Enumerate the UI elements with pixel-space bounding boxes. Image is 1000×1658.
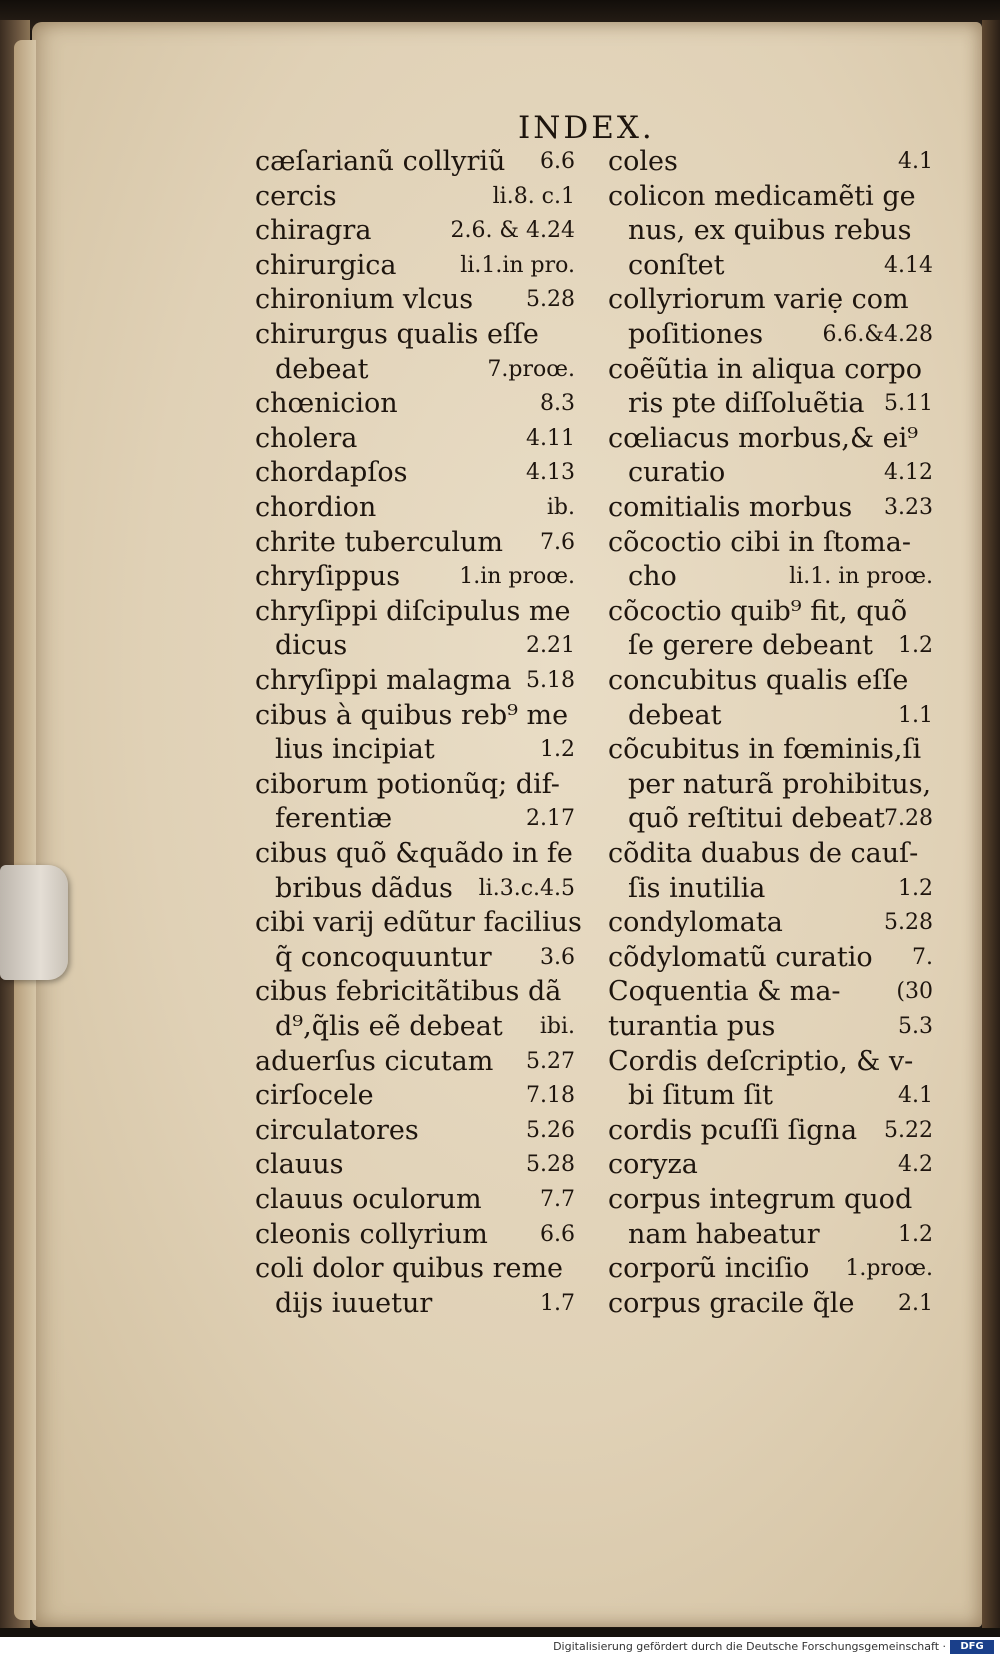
index-reference: 4.2	[898, 1152, 933, 1178]
index-term: circulatores	[255, 1114, 419, 1146]
index-reference: 7.proœ.	[487, 356, 575, 382]
index-term: dijs iuuetur	[275, 1287, 433, 1319]
index-term: Coquentia & ma-	[608, 976, 841, 1008]
index-term: chirurgus qualis eſſe	[255, 319, 539, 350]
index-reference: 5.28	[526, 1152, 575, 1178]
index-entry	[608, 768, 933, 802]
index-term: cholera	[255, 422, 358, 454]
index-reference: 4.1	[898, 149, 933, 174]
index-term: curatio	[628, 457, 726, 489]
index-term: chirurgica	[255, 249, 397, 281]
index-reference: li.1. in proœ.	[789, 564, 933, 590]
digitization-footer	[0, 1637, 1000, 1658]
index-entry	[255, 699, 575, 733]
index-reference: 5.26	[526, 1117, 575, 1143]
index-term: coli dolor quibus reme	[255, 1253, 564, 1285]
index-reference: 3.23	[884, 495, 933, 520]
index-entry	[608, 1045, 933, 1079]
index-reference: 1.2	[898, 1221, 933, 1247]
index-reference: li.1.in pro.	[460, 252, 575, 278]
index-reference: 2.6. & 4.24	[450, 218, 575, 244]
index-entry	[255, 1010, 575, 1044]
index-term: debeat	[628, 699, 722, 731]
index-term: ris pte diſſoluẽtia	[628, 388, 865, 420]
index-term: chrite tuberculum	[255, 526, 504, 558]
index-reference: li.3.c.4.5	[478, 875, 575, 901]
index-entry	[255, 318, 575, 352]
index-reference: 4.14	[884, 252, 933, 278]
index-entry	[255, 802, 575, 836]
index-entry	[255, 283, 575, 317]
index-entry	[608, 595, 933, 629]
index-reference: 1.7	[540, 1290, 575, 1316]
index-entry	[255, 1045, 575, 1079]
index-term: colicon medicamẽti ge	[608, 180, 916, 212]
index-term: nam habeatur	[628, 1218, 820, 1250]
index-entry	[255, 837, 575, 871]
index-entry	[608, 1114, 933, 1148]
index-entry	[608, 353, 933, 387]
index-entry	[255, 214, 575, 248]
index-entry	[255, 1114, 575, 1148]
index-term: turantia pus	[608, 1011, 776, 1042]
index-reference: ib.	[546, 495, 575, 520]
index-reference: 1.2	[540, 737, 575, 763]
index-entry	[255, 145, 575, 179]
index-term: poſitiones	[628, 319, 764, 350]
index-reference: 5.22	[884, 1117, 933, 1143]
index-term: chironium vlcus	[255, 284, 474, 316]
index-term: chryſippi malagma	[255, 665, 512, 696]
index-entry	[608, 1148, 933, 1182]
index-entry	[608, 975, 933, 1009]
page-title: INDEX.	[518, 110, 655, 146]
index-entry	[608, 456, 933, 490]
index-reference: 2.17	[526, 806, 575, 832]
index-entry	[255, 353, 575, 387]
index-reference: 5.28	[526, 287, 575, 313]
index-entry	[255, 768, 575, 802]
index-term: cibus febricitãtibus dã	[255, 976, 562, 1008]
index-entry	[255, 180, 575, 214]
index-term: corpus integrum quod	[608, 1184, 913, 1215]
index-entry	[255, 1148, 575, 1182]
index-term: bribus dãdus	[275, 872, 453, 904]
index-term: debeat	[275, 353, 369, 385]
index-term: corporũ inciſio	[608, 1253, 810, 1285]
index-entry	[255, 387, 575, 421]
index-reference: 5.28	[884, 910, 933, 936]
index-term: condylomata	[608, 907, 783, 939]
index-reference: 4.11	[526, 425, 575, 451]
index-term: coles	[608, 146, 678, 177]
index-term: chordapſos	[255, 457, 408, 489]
index-entry	[255, 975, 575, 1009]
index-reference: 2.1	[898, 1290, 933, 1316]
index-reference: 3.6	[540, 944, 575, 970]
index-entry	[608, 1252, 933, 1286]
index-term: chœnicion	[255, 388, 398, 420]
index-term: quõ reſtitui debeat	[628, 803, 885, 835]
index-reference: 6.6	[540, 1221, 575, 1247]
index-entry	[255, 560, 575, 594]
page-stack-edge	[14, 40, 36, 1620]
index-term: cõcubitus in fœminis,ſi	[608, 734, 922, 766]
index-entry	[608, 837, 933, 871]
index-entry	[608, 491, 933, 525]
index-entry	[608, 664, 933, 698]
index-entry	[608, 422, 933, 456]
index-term: coryza	[608, 1149, 698, 1181]
index-entry	[608, 180, 933, 214]
index-reference: 5.3	[898, 1014, 933, 1039]
index-term: bi ſitum ſit	[628, 1080, 774, 1112]
index-entry	[255, 1218, 575, 1252]
index-term: clauus oculorum	[255, 1184, 482, 1215]
index-reference: (30	[896, 979, 933, 1005]
index-entry	[608, 526, 933, 560]
index-reference: 4.1	[898, 1083, 933, 1109]
index-reference: 6.6.&4.28	[822, 322, 933, 347]
index-reference: 2.21	[526, 633, 575, 659]
index-entry	[608, 872, 933, 906]
footer-credit: Digitalisierung gefördert durch die Deutsche Forschungsgemeinschaft ·	[553, 1640, 946, 1653]
index-term: cõcoctio cibi in ſtoma-	[608, 526, 911, 558]
index-term: cæſarianũ collyriũ	[255, 146, 506, 177]
index-term: cõcoctio quib⁹ fit, quõ	[608, 595, 908, 627]
index-term: chryſippus	[255, 561, 401, 593]
index-entry	[608, 906, 933, 940]
index-entry	[608, 318, 933, 352]
index-term: coẽũtia in aliqua corpo	[608, 353, 923, 385]
index-reference: 1.2	[898, 633, 933, 659]
index-reference: 7.7	[540, 1187, 575, 1212]
index-reference: 7.	[912, 944, 933, 970]
index-reference: 7.6	[540, 529, 575, 555]
index-term: cercis	[255, 180, 337, 212]
index-term: cordis pcuſſi ſigna	[608, 1114, 858, 1146]
index-entry	[608, 1183, 933, 1217]
index-entry	[608, 1287, 933, 1321]
index-entry	[608, 1218, 933, 1252]
index-entry	[608, 249, 933, 283]
index-term: cho	[628, 561, 677, 593]
index-entry	[608, 283, 933, 317]
index-term: per naturã prohibitus,	[628, 768, 932, 800]
index-entry	[255, 664, 575, 698]
index-reference: 1.1	[898, 702, 933, 728]
index-term: ſis inutilia	[628, 872, 766, 904]
index-term: Cordis deſcriptio, & v-	[608, 1045, 914, 1077]
index-term: cibus à quibus reb⁹ me	[255, 699, 569, 731]
index-entry	[608, 214, 933, 248]
index-term: clauus	[255, 1149, 344, 1181]
index-reference: ibi.	[539, 1014, 575, 1039]
index-reference: 5.11	[884, 391, 933, 417]
index-reference: 1.in proœ.	[459, 564, 575, 590]
index-entry	[255, 1079, 575, 1113]
index-entry	[608, 560, 933, 594]
index-entry	[608, 629, 933, 663]
index-reference: 6.6	[540, 149, 575, 174]
index-entry	[608, 941, 933, 975]
index-term: comitialis morbus	[608, 492, 853, 523]
index-entry	[255, 629, 575, 663]
index-term: collyriorum variẹ com	[608, 284, 909, 316]
index-entry	[255, 595, 575, 629]
index-term: chiragra	[255, 215, 372, 247]
index-reference: 4.12	[884, 460, 933, 486]
index-entry	[255, 456, 575, 490]
index-entry	[608, 1079, 933, 1113]
index-entry	[255, 1287, 575, 1321]
index-reference: li.8. c.1	[492, 183, 575, 209]
index-term: cõdylomatũ curatio	[608, 941, 873, 973]
index-term: concubitus qualis eſſe	[608, 665, 909, 696]
index-term: ſe gerere debeant	[628, 630, 874, 662]
index-entry	[608, 1010, 933, 1044]
index-term: cibi varij edũtur facilius	[255, 907, 582, 939]
index-term: conſtet	[628, 249, 725, 281]
index-entry	[255, 941, 575, 975]
index-reference: 1.proœ.	[845, 1256, 933, 1282]
index-term: q̃ concoquuntur	[275, 941, 492, 973]
index-term: cœliacus morbus,& ei⁹	[608, 422, 919, 454]
index-term: dicus	[275, 630, 348, 662]
index-term: ciborum potionũq; dif-	[255, 768, 560, 800]
index-reference: 1.2	[898, 875, 933, 901]
index-entry	[608, 699, 933, 733]
index-reference: 7.28	[884, 806, 933, 832]
index-term: corpus gracile q̃le	[608, 1287, 855, 1319]
index-entry	[608, 733, 933, 767]
index-entry	[255, 422, 575, 456]
index-entry	[255, 1252, 575, 1286]
index-term: cõdita duabus de cauſ-	[608, 838, 919, 869]
index-reference: 5.27	[526, 1048, 575, 1074]
index-term: cleonis collyrium	[255, 1218, 488, 1250]
index-entry	[255, 1183, 575, 1217]
book-cover-right	[982, 20, 1000, 1630]
index-term: ferentiæ	[275, 803, 393, 835]
index-term: chordion	[255, 492, 377, 523]
index-term: chryſippi diſcipulus me	[255, 595, 571, 627]
index-term: nus, ex quibus rebus	[628, 215, 912, 247]
index-reference: 7.18	[526, 1083, 575, 1109]
index-reference: 8.3	[540, 391, 575, 417]
index-reference: 4.13	[526, 460, 575, 486]
index-term: cibus quõ &quãdo in fe	[255, 838, 573, 869]
index-entry	[255, 872, 575, 906]
index-entry	[255, 249, 575, 283]
index-term: cirſocele	[255, 1080, 374, 1112]
index-entry	[255, 491, 575, 525]
page-clip	[0, 865, 68, 980]
index-entry	[255, 906, 582, 940]
index-term: lius incipiat	[275, 734, 435, 766]
index-entry	[608, 802, 933, 836]
index-term: d⁹,q̃lis eẽ debeat	[275, 1011, 503, 1042]
index-entry	[608, 387, 933, 421]
index-entry	[255, 526, 575, 560]
dfg-logo: DFG	[950, 1640, 994, 1654]
index-entry	[255, 733, 575, 767]
index-entry	[608, 145, 933, 179]
index-term: aduerſus cicutam	[255, 1045, 494, 1077]
index-reference: 5.18	[526, 668, 575, 693]
